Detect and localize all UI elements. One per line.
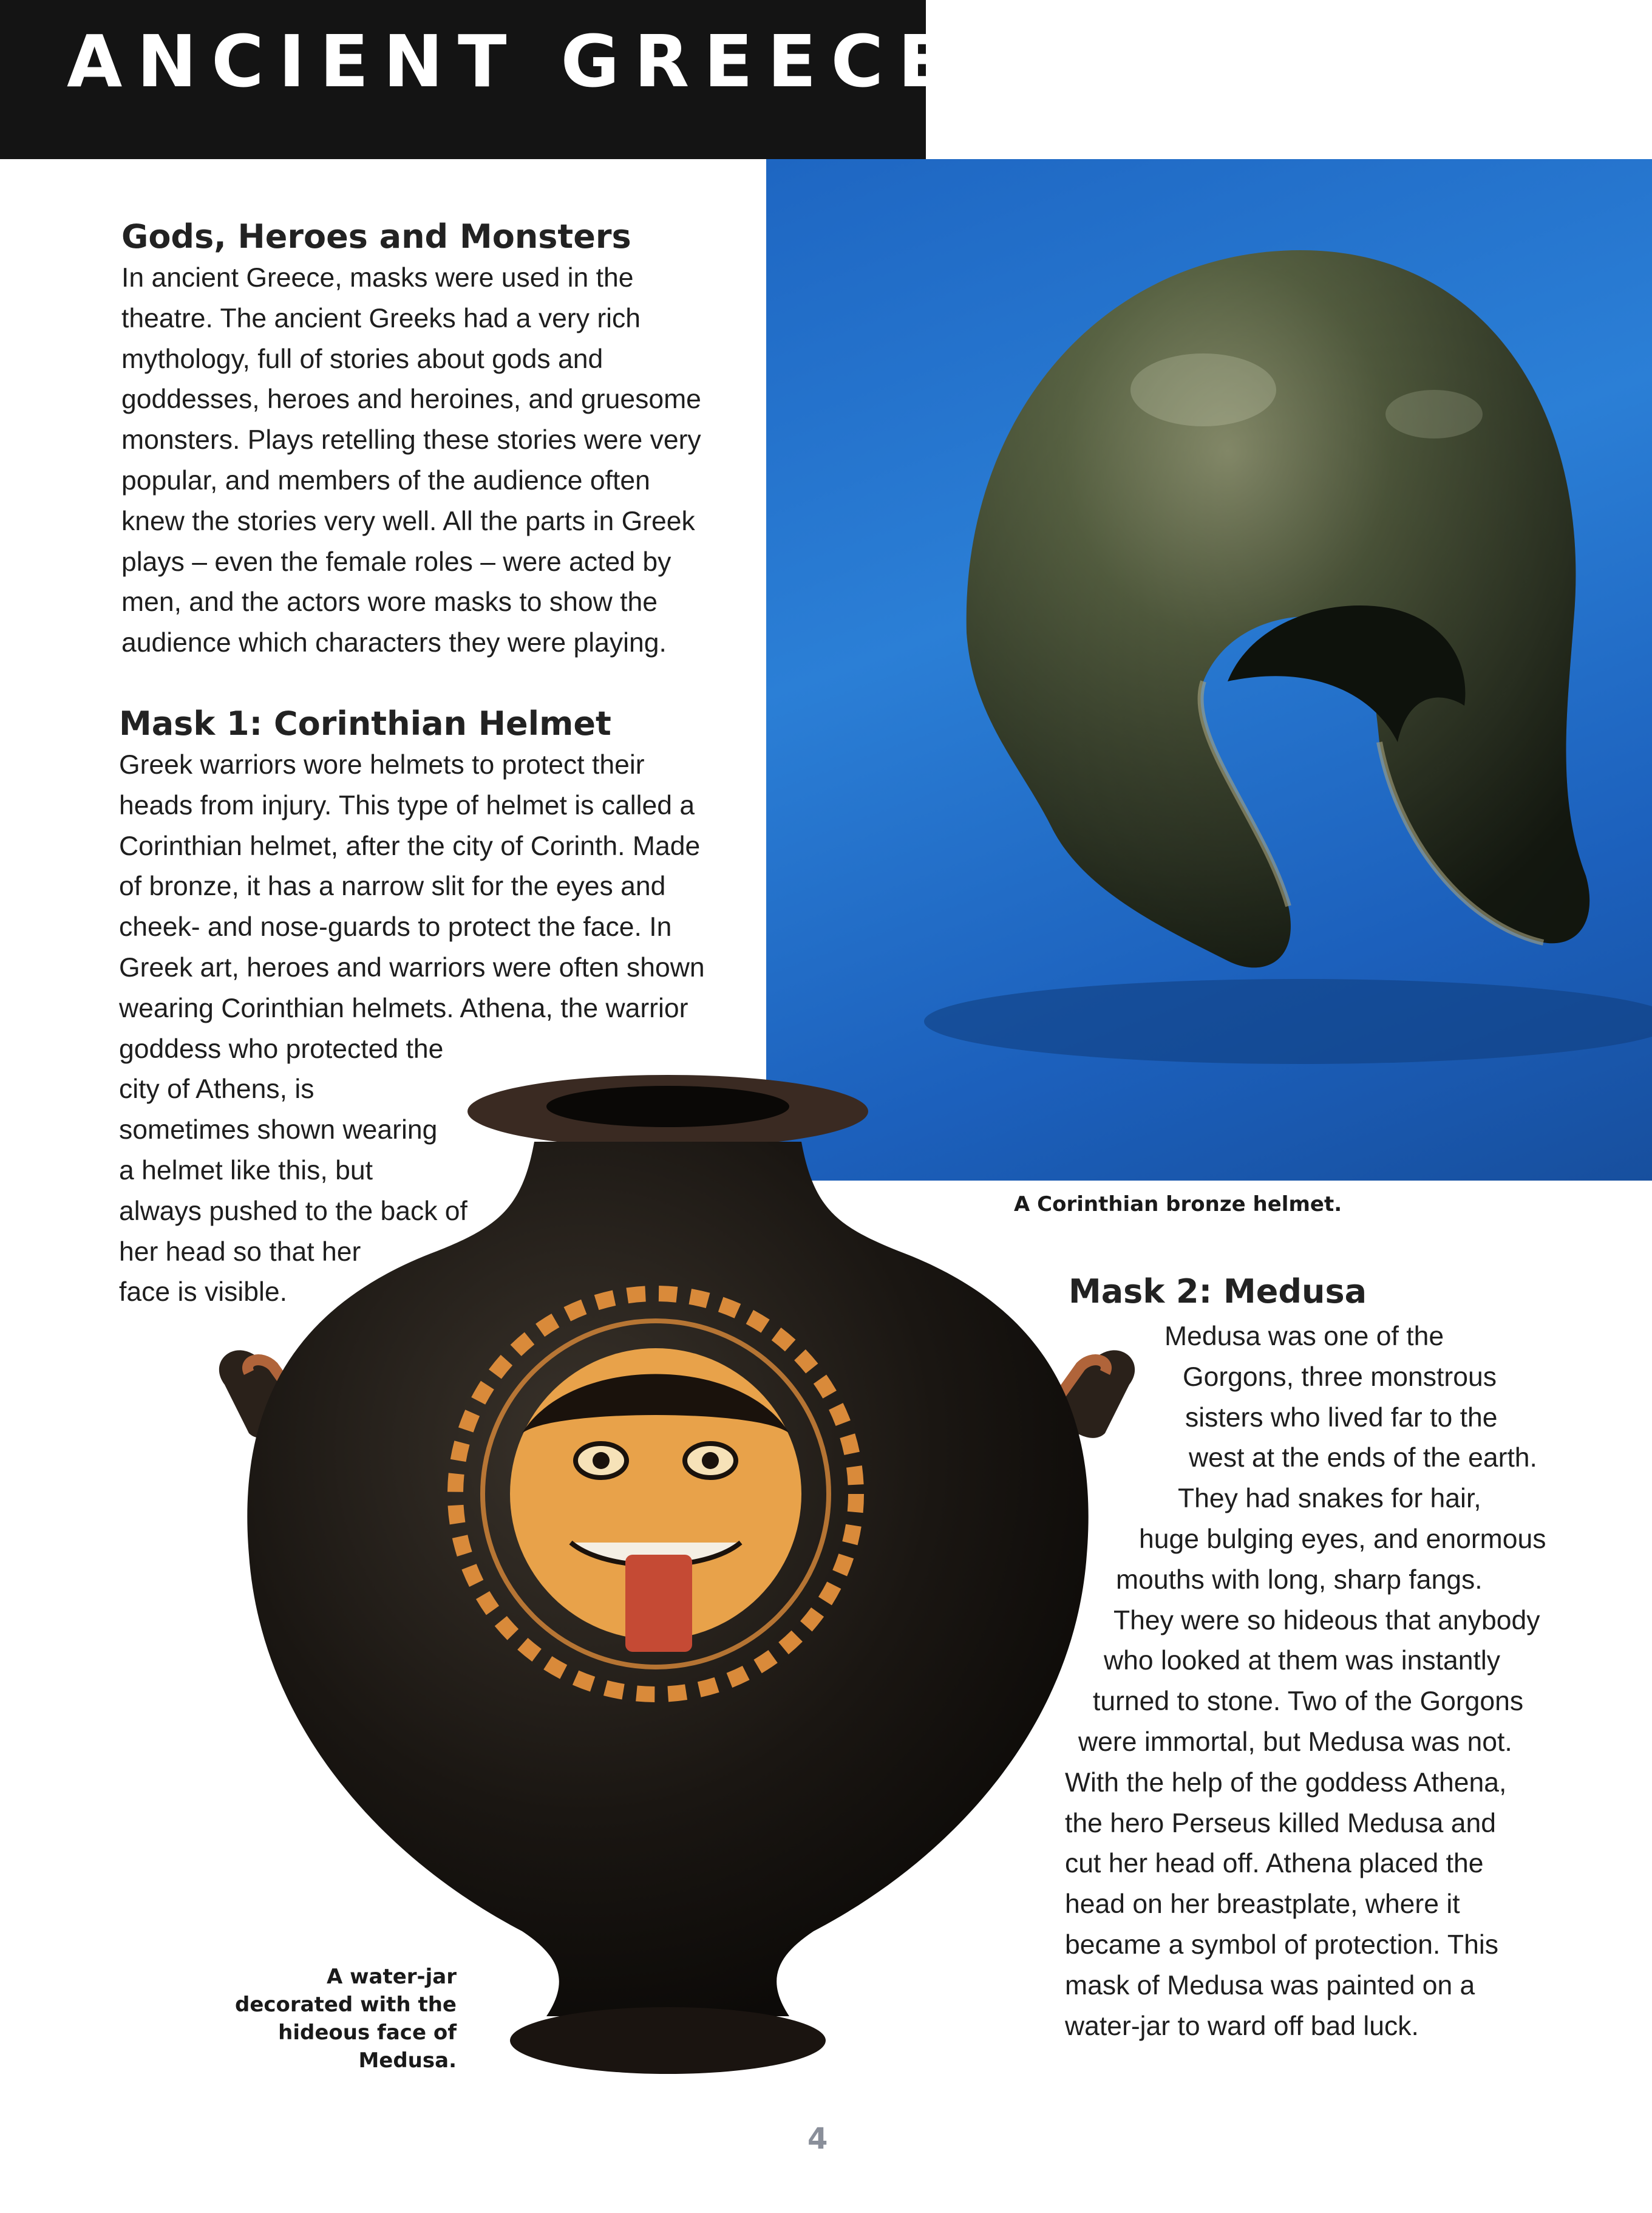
text-line: a helmet like this, but <box>119 1155 373 1185</box>
text-line: her head so that her <box>119 1236 361 1267</box>
text-line: They were so hideous that anybody <box>1113 1605 1540 1635</box>
text-line: With the help of the goddess Athena, <box>1065 1767 1507 1798</box>
text-line: In ancient Greece, masks were used in the <box>121 263 634 293</box>
section-body <box>121 258 759 664</box>
section-gods-heroes <box>121 217 759 664</box>
helmet-caption: A Corinthian bronze helmet. <box>1014 1192 1342 1216</box>
text-line: sometimes shown wearing <box>119 1115 438 1145</box>
text-line: always pushed to the back of <box>119 1196 467 1226</box>
text-line: knew the stories very well. All the parts in Greek <box>121 506 695 536</box>
page-number: 4 <box>807 2122 828 2156</box>
text-line: Gorgons, three monstrous <box>1183 1362 1497 1392</box>
text-line: Medusa was one of the <box>1164 1321 1444 1351</box>
text-line: sisters who lived far to the <box>1185 1402 1498 1433</box>
text-line: mask of Medusa was painted on a <box>1065 1970 1475 2000</box>
section-heading: Mask 1: Corinthian Helmet <box>119 704 611 743</box>
text-line: mythology, full of stories about gods and <box>121 344 603 374</box>
text-line: water-jar to ward off bad luck. <box>1065 2011 1419 2041</box>
text-line: cut her head off. Athena placed the <box>1065 1849 1484 1879</box>
caption-line: decorated with the <box>235 1993 457 2017</box>
section-corinthian-helmet <box>119 704 787 1313</box>
text-line: turned to stone. Two of the Gorgons <box>1093 1686 1524 1717</box>
text-line: goddesses, heroes and heroines, and gruesome <box>121 384 701 415</box>
text-line: were immortal, but Medusa was not. <box>1078 1727 1512 1757</box>
text-line: cheek- and nose-guards to protect the face. In <box>119 912 672 943</box>
text-line: who looked at them was instantly <box>1104 1646 1501 1676</box>
page-title: ANCIENT GREECE <box>67 19 962 103</box>
text-line: popular, and members of the audience often <box>121 465 650 496</box>
caption-line: hideous face of <box>278 2020 457 2045</box>
text-line: plays – even the female roles – were acted by <box>121 547 671 577</box>
text-line: wearing Corinthian helmets. Athena, the warrior <box>119 993 688 1023</box>
text-line: monsters. Plays retelling these stories were very <box>121 425 701 455</box>
text-line: mouths with long, sharp fangs. <box>1116 1564 1483 1595</box>
text-line: of bronze, it has a narrow slit for the eyes and <box>119 871 666 902</box>
corinthian-helmet-image <box>766 159 1652 1181</box>
helmet-photo <box>766 159 1652 1181</box>
text-line: Greek art, heroes and warriors were often shown <box>119 952 705 983</box>
caption-line: Medusa. <box>358 2048 457 2073</box>
text-line: goddess who protected the <box>119 1034 444 1064</box>
text-line: audience which characters they were playing. <box>121 628 667 658</box>
text-line: theatre. The ancient Greeks had a very rich <box>121 303 641 333</box>
text-line: They had snakes for hair, <box>1178 1484 1481 1514</box>
section-heading-medusa: Mask 2: Medusa <box>1069 1272 1367 1311</box>
caption-line: A water-jar <box>326 1965 457 1989</box>
text-line: face is visible. <box>119 1277 287 1308</box>
section-body <box>119 745 787 1313</box>
section-body-medusa <box>1062 1317 1639 2047</box>
text-line: Corinthian helmet, after the city of Corinth. Made <box>119 831 701 861</box>
text-line: city of Athens, is <box>119 1074 314 1105</box>
text-line: west at the ends of the earth. <box>1189 1443 1537 1473</box>
text-line: Greek warriors wore helmets to protect their <box>119 750 645 780</box>
jar-caption <box>231 1963 457 2075</box>
text-line: head on her breastplate, where it <box>1065 1889 1460 1920</box>
text-line: huge bulging eyes, and enormous <box>1139 1524 1546 1554</box>
section-heading: Gods, Heroes and Monsters <box>121 217 631 256</box>
text-line: heads from injury. This type of helmet is called a <box>119 790 695 820</box>
text-line: became a symbol of protection. This <box>1065 1929 1498 1960</box>
text-line: men, and the actors wore masks to show the <box>121 587 658 618</box>
text-line: the hero Perseus killed Medusa and <box>1065 1808 1496 1838</box>
